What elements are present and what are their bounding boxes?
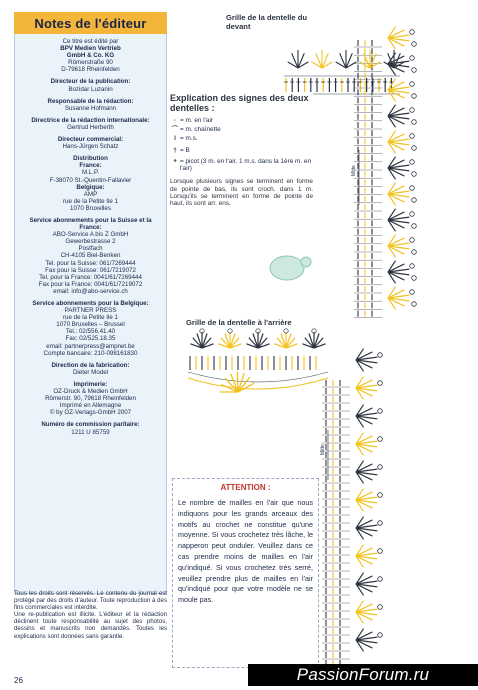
notes-line: AMP	[83, 190, 98, 198]
notes-line: Tel. pour la France: 0041/61/7269444	[39, 273, 142, 281]
notes-line: rue de la Petite Ile 1	[62, 314, 119, 322]
attention-text: Le nombre de mailles en l'air que nous indiquons pour les grands arceaux des motifs au crochet ne constitue qu'une moyenne. Si vous crochetez très lâche, le napperon peut onduler. Veuillez dans ce cas prendre moins de mailles en l'air qu'indiqué. Si vous crochetez très serré, veuillez prendre plus de mailles en l'air qu'indiqué pour que votre modèle ne se moule pas.	[178, 498, 313, 605]
notes-line: Bozidar Luzanin	[68, 85, 113, 93]
picot-icon: ⚬	[172, 157, 178, 165]
chain-stitch-icon: ·	[173, 117, 177, 124]
notes-heading: Distribution	[73, 155, 108, 163]
notes-line: email: info@abo-service.ch	[53, 287, 128, 295]
back-grid-title: Grille de la dentelle à l'arrière	[186, 318, 292, 327]
notes-line: Hans-Jürgen Schatz	[62, 143, 119, 151]
notes-line: Compte bancaire: 210-098161830	[43, 349, 138, 357]
legend-row: ⌒ = m. chaînette	[171, 126, 221, 134]
notes-block	[18, 117, 163, 131]
notes-block	[18, 98, 163, 112]
notes-heading: Direction de la fabrication:	[51, 361, 130, 369]
notes-heading: Directrice de la rédaction internationale:	[31, 116, 150, 124]
notes-block	[18, 362, 163, 376]
notes-line: Fax pour la France: 0041/61/7219072	[38, 280, 143, 288]
double-crochet-icon: †	[173, 146, 177, 154]
symbol-legend	[170, 93, 313, 248]
notes-line: PARTNER PRESS	[64, 307, 117, 315]
notes-block	[18, 38, 163, 73]
notes-line: Belgique:	[76, 183, 105, 191]
notes-block	[18, 300, 163, 357]
notes-heading: Responsable de la rédaction:	[47, 97, 134, 105]
notes-line: Gertrud Herberth	[67, 123, 114, 131]
notes-line: BPV Medien Vertrieb	[60, 45, 121, 53]
notes-line: Postfach	[78, 245, 103, 253]
legend-title: Explication des signes des deux dentelles :	[170, 93, 309, 113]
notes-heading: Directeur commercial:	[57, 136, 124, 144]
middle-label: Mitte	[351, 165, 357, 176]
notes-line: Tel.: 02/556.41.40	[65, 328, 116, 336]
editor-notes-title: Notes de l'éditeur	[14, 12, 167, 34]
notes-block	[18, 421, 163, 435]
turtle-stamp-icon	[270, 256, 304, 280]
rights-paragraph: Une re-publication est illicite. L'éditeur et la rédaction déclinent toute responsabilité au sujet des photos, dessins et manuscrits non demandés. Toutes les explications sont données sans garantie.	[14, 611, 167, 640]
notes-heading: Directeur de la publication:	[50, 78, 131, 86]
legend-rows	[170, 117, 313, 172]
legend-row: ⚬ = picot (3 m. en l'air, 1 m.s. dans la 1ère m. en l'air)	[170, 158, 313, 172]
attention-box	[172, 478, 319, 668]
notes-line: Gewerbestrasse 2	[65, 238, 116, 246]
notes-line: 1070 Bruxelles	[70, 204, 111, 212]
notes-block	[18, 78, 163, 92]
legend-note: Lorsque plusieurs signes se terminent en forme de pointe de bas, ils sont croch. dans 1 m. Lorsqu'ils se terminent en forme de pointe de haut, ils sont arr. ens.	[170, 178, 313, 208]
notes-line: rue de la Petite Ile 1	[62, 197, 119, 205]
notes-line: M.L.P.	[81, 169, 100, 177]
notes-block	[18, 381, 163, 416]
rights-notice	[14, 590, 167, 640]
notes-line: Dieter Model	[72, 368, 109, 376]
notes-line: ABO-Service A bis Z GmbH	[52, 231, 129, 239]
legend-row: † = B	[170, 147, 313, 154]
turtle-stamp-icon	[301, 257, 311, 267]
single-crochet-icon: ǀ	[174, 135, 176, 143]
rights-paragraph: Tous les droits sont réservés. Le contenu du journal est protégé par des droits d'auteur. Toute reproduction à des fins commerciales est interdite.	[14, 590, 167, 612]
notes-line: 1211 U 85759	[71, 428, 110, 436]
watermark: PassionForum.ru	[248, 664, 478, 686]
page-number: 26	[14, 676, 23, 685]
legend-row: · = m. en l'air	[170, 117, 313, 124]
notes-block	[18, 217, 163, 295]
notes-line: Susanne Hofmann	[64, 104, 117, 112]
editor-notes-column	[14, 12, 167, 660]
notes-line: Ce titre est édité par	[62, 38, 119, 45]
middle-label: Mitte	[320, 444, 326, 455]
fan-stitch	[237, 372, 238, 392]
notes-block	[18, 136, 163, 150]
notes-line: OZ-Druck & Medien GmbH	[53, 388, 128, 396]
notes-line: Imprimé en Allemagne	[59, 402, 122, 410]
notes-line: D-79618 Rheinfelden	[61, 66, 120, 74]
notes-line: © by OZ-Verlags-GmbH 2007	[49, 409, 132, 417]
notes-line: Tel. pour la Suisse: 061/7269444	[45, 259, 136, 267]
notes-line: Römerstraße 90	[68, 59, 113, 67]
notes-heading: Numéro de commission paritaire:	[41, 421, 140, 429]
notes-line: Römerstr. 90, 79618 Rheinfelden	[45, 395, 136, 403]
notes-line: CH-4105 Biel-Benken	[60, 252, 121, 260]
notes-heading: Imprimerie:	[73, 380, 108, 388]
notes-line: Fax pour la Suisse: 061/7219072	[45, 266, 136, 274]
notes-line: France:	[79, 162, 102, 170]
notes-line: F-38070 St.-Quentin-Fallavier	[49, 176, 132, 184]
notes-line: Fax: 02/525.18.35	[65, 335, 116, 343]
slip-stitch-icon: ⌒	[171, 126, 179, 134]
attention-heading: ATTENTION :	[220, 483, 271, 492]
notes-line: email: partnerpress@ampnet.be	[46, 342, 135, 350]
notes-line: 1070 Bruxelles – Brussel	[56, 321, 125, 329]
legend-row: ǀ = m.s.	[170, 135, 313, 142]
notes-line: GmbH & Co. KG	[66, 52, 115, 60]
notes-block	[18, 155, 163, 212]
notes-heading: Service abonnements pour la Suisse et la France:	[29, 216, 152, 232]
front-grid-title: Grille de la dentelle du devant	[226, 13, 308, 31]
notes-heading: Service abonnements pour la Belgique:	[32, 300, 149, 307]
editor-notes-panel	[14, 34, 167, 594]
